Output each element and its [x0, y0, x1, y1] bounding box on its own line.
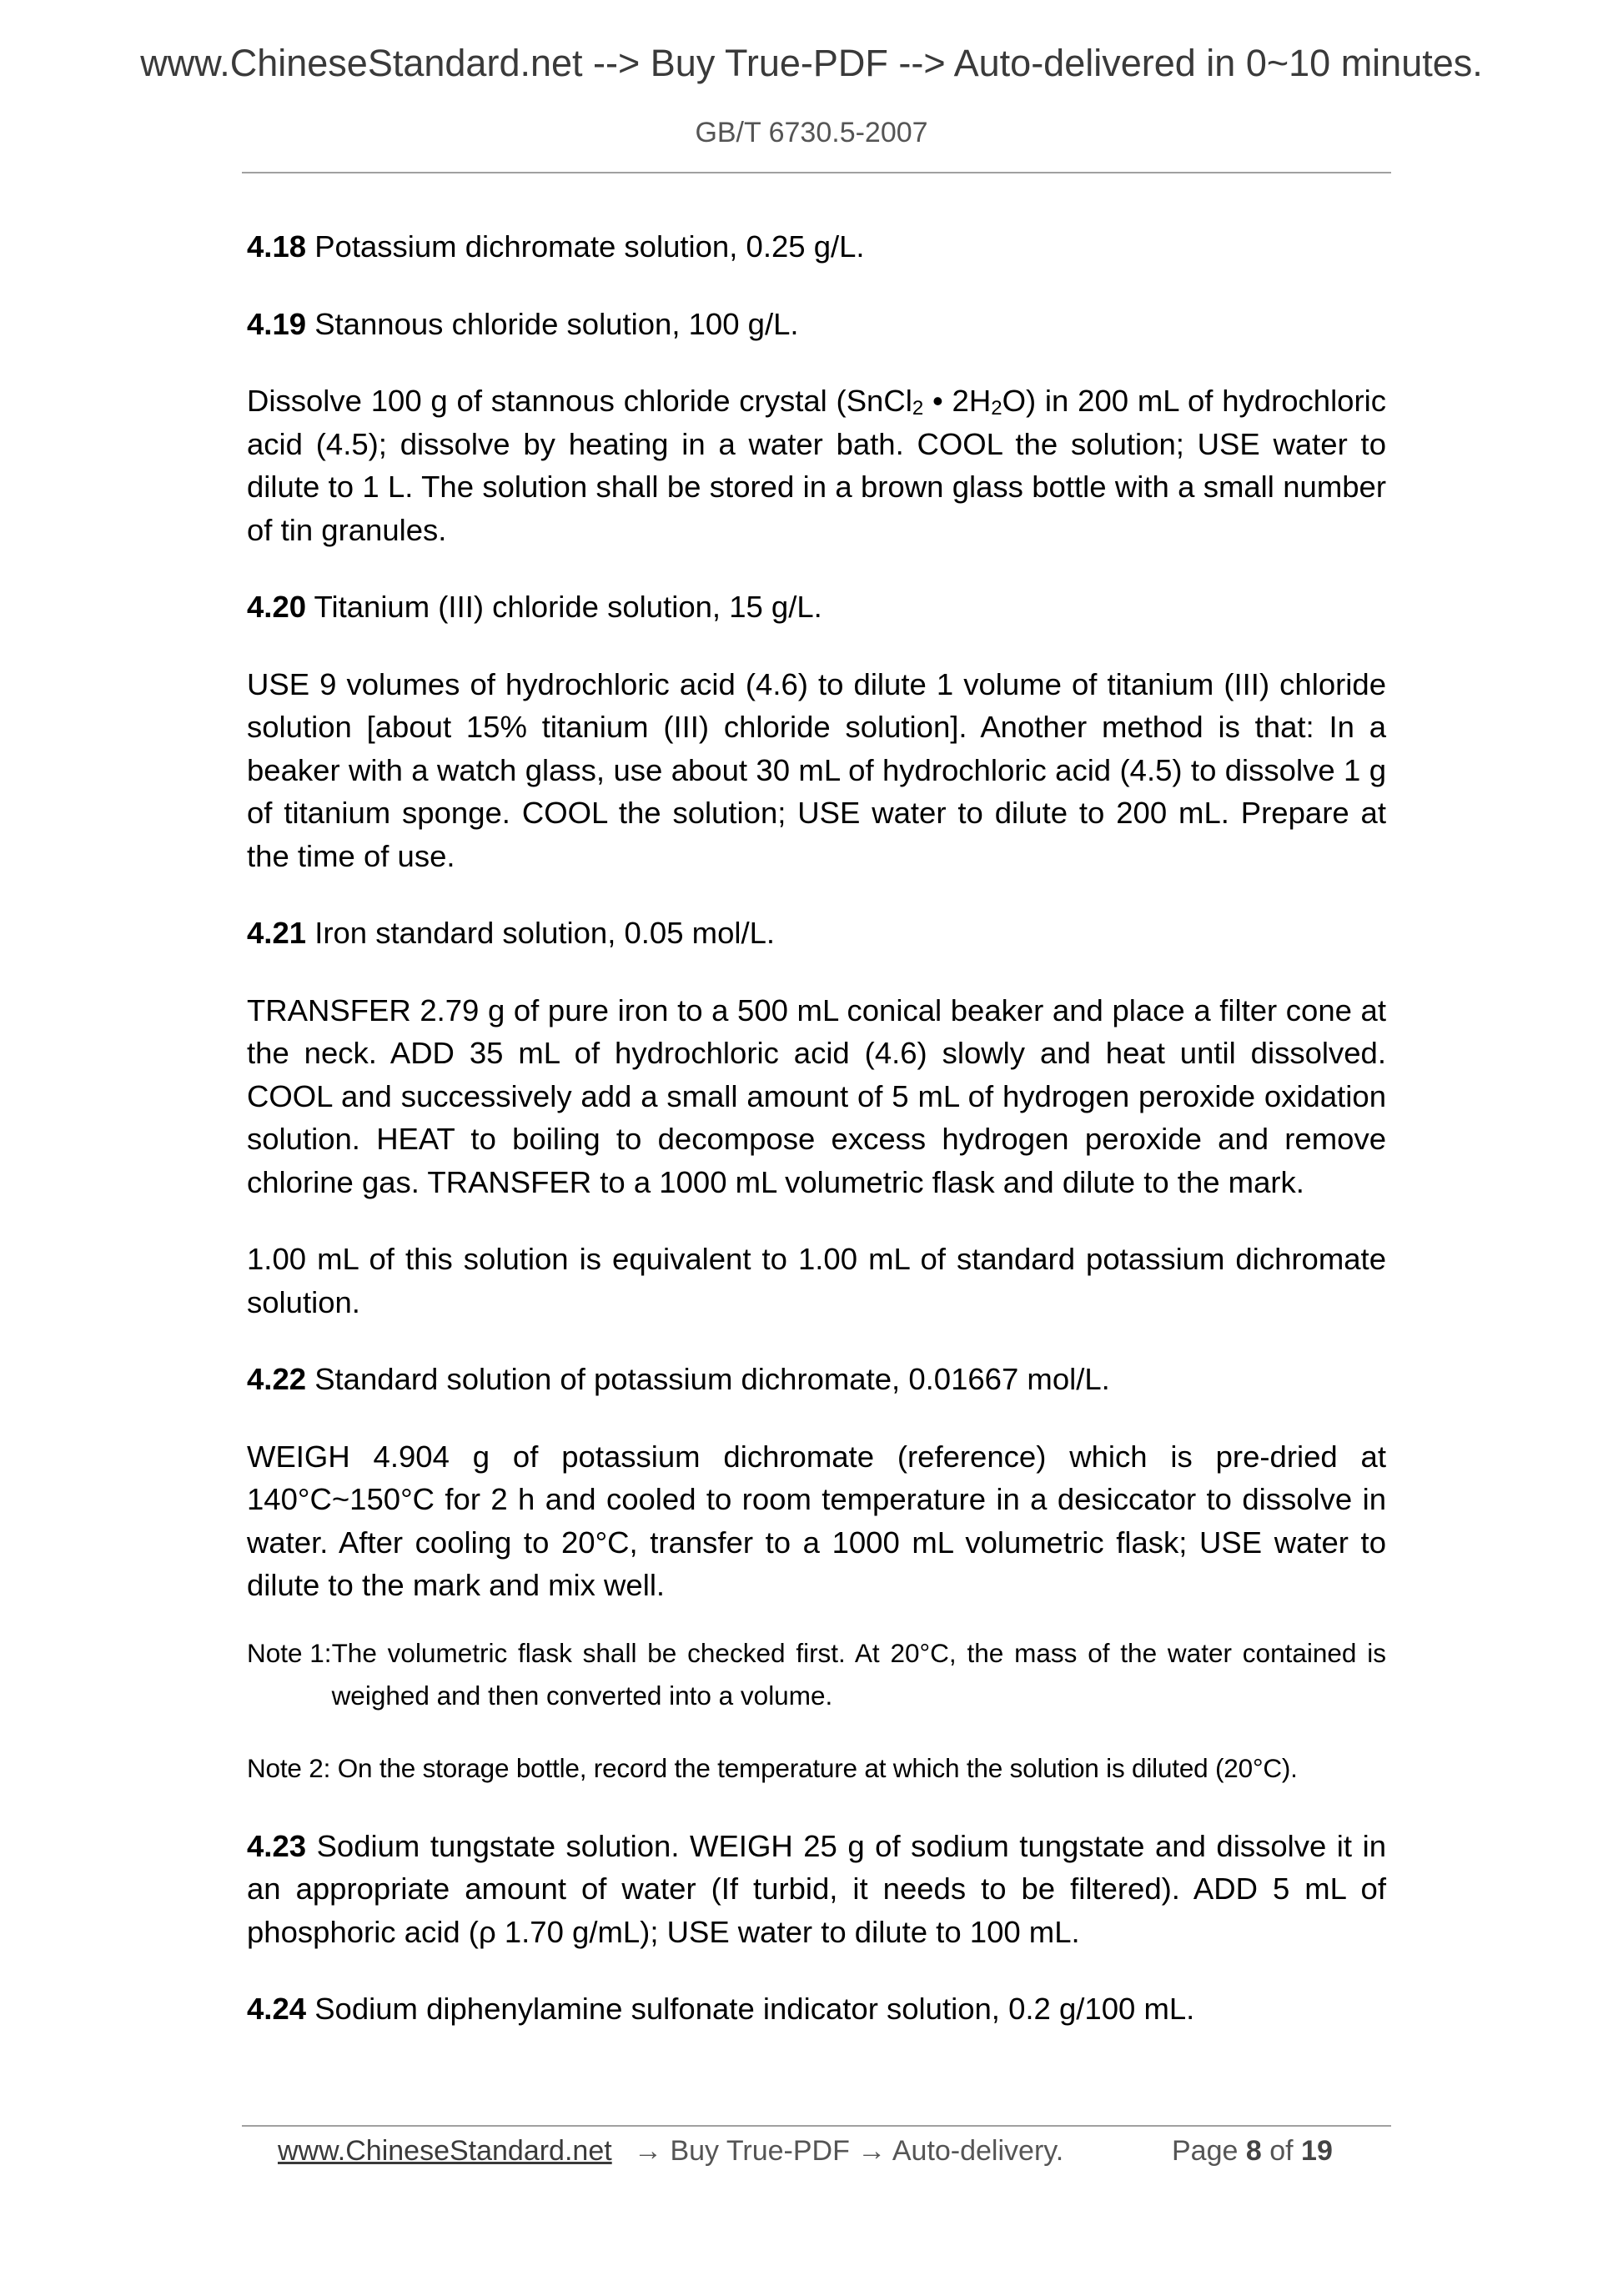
page-counter	[1172, 2135, 1333, 2168]
footer-promo: → Buy True-PDF → Auto-delivery.	[634, 2135, 1064, 2167]
section-title: Stannous chloride solution, 100 g/L.	[306, 306, 799, 341]
section-title: Sodium tungstate solution. WEIGH 25 g of sodium tungstate and dissolve it in an appropriate amount of water (If turbid, it needs to be filtered). ADD 5 mL of phosphoric acid (ρ 1.70 g/mL); USE water to dilute to 100 mL.	[247, 1828, 1386, 1949]
body-text: Dissolve 100 g of stannous chloride crystal (SnCl	[247, 384, 912, 418]
document-body	[247, 225, 1386, 2065]
section-4-18	[247, 225, 1386, 269]
body-text: O) in 200 mL of hydrochloric acid (4.5); dissolve by heating in a water bath. COOL the solution; USE water to dilute to 1 L. The solution shall be stored in a brown glass bottle with a small number of tin granules.	[247, 384, 1386, 547]
note-text: The volumetric flask shall be checked first. At 20°C, the mass of the water contained is weighed and then converted into a volume.	[331, 1637, 1386, 1711]
section-title: Titanium (III) chloride solution, 15 g/L.	[306, 590, 822, 624]
section-4-24	[247, 1987, 1386, 2031]
page-footer	[0, 2135, 1623, 2185]
section-number: 4.21	[247, 916, 307, 950]
section-4-20-body: USE 9 volumes of hydrochloric acid (4.6) to dilute 1 volume of titanium (III) chloride solution [about 15% titanium (III) chloride solution]. Another method is that: In a beaker with a watch glass, use about 30 mL of hydrochloric acid (4.5) to dissolve 1 g of titanium sponge. COOL the solution; USE water to dilute to 200 mL. Prepare at the time of use.	[247, 666, 1386, 873]
section-number: 4.24	[247, 1992, 307, 2026]
section-4-20	[247, 585, 1386, 629]
section-title: Standard solution of potassium dichromate, 0.01667 mol/L.	[306, 1362, 1110, 1396]
section-4-21-body: TRANSFER 2.79 g of pure iron to a 500 mL conical beaker and place a filter cone at the neck. ADD 35 mL of hydrochloric acid (4.6) slowly and heat until dissolved. COOL and successively add a small amount of 5 mL of hydrogen peroxide oxidation solution. HEAT to boiling to decompose excess hydrogen peroxide and remove chlorine gas. TRANSFER to a 1000 mL volumetric flask and dilute to the mark.	[247, 992, 1386, 1199]
footer-divider	[242, 2125, 1391, 2127]
section-4-22	[247, 1358, 1386, 1401]
section-number: 4.20	[247, 590, 307, 624]
section-title: Potassium dichromate solution, 0.25 g/L.	[306, 229, 865, 264]
top-banner: www.ChineseStandard.net --> Buy True-PDF --> Auto-delivered in 0~10 minutes.	[140, 42, 1483, 84]
section-title: Iron standard solution, 0.05 mol/L.	[306, 916, 776, 950]
note-1	[247, 1632, 1386, 1717]
page-total: 19	[1301, 2135, 1333, 2167]
section-4-23	[247, 1825, 1386, 1954]
section-4-22-body: WEIGH 4.904 g of potassium dichromate (reference) which is pre-dried at 140°C~150°C for 2 h and cooled to room temperature in a desiccator to dissolve in water. After cooling to 20°C, transfer to a 1000 mL volumetric flask; USE water to dilute to the mark and mix well.	[247, 1439, 1386, 1602]
section-number: 4.22	[247, 1362, 307, 1396]
subscript: 2	[991, 397, 1002, 420]
note-label: Note 1:	[247, 1637, 332, 1668]
header-divider	[242, 172, 1391, 173]
section-4-21	[247, 912, 1386, 955]
body-text: • 2H	[923, 384, 992, 418]
of-label: of	[1261, 2135, 1302, 2167]
document-code: GB/T 6730.5-2007	[695, 117, 928, 148]
section-number: 4.18	[247, 229, 307, 264]
page-number: 8	[1245, 2135, 1262, 2167]
section-number: 4.23	[247, 1828, 307, 1863]
footer-site-link[interactable]: www.ChineseStandard.net	[278, 2135, 612, 2167]
subscript: 2	[912, 397, 924, 420]
page-label: Page	[1172, 2135, 1246, 2167]
note-2: Note 2: On the storage bottle, record the temperature at which the solution is diluted (20°C).	[247, 1752, 1298, 1783]
section-4-19-body	[247, 379, 1386, 551]
section-number: 4.19	[247, 306, 307, 341]
section-4-19	[247, 303, 1386, 346]
section-4-21-equivalence: 1.00 mL of this solution is equivalent to 1.00 mL of standard potassium dichromate solution.	[247, 1242, 1386, 1319]
section-title: Sodium diphenylamine sulfonate indicator solution, 0.2 g/100 mL.	[306, 1992, 1195, 2026]
